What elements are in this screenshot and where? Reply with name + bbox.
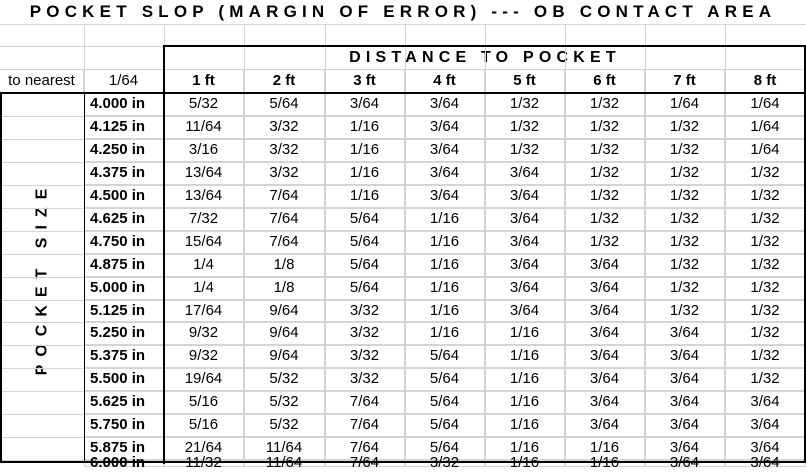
slop-value-cell: 5/16 [164,391,244,414]
distance-box-top-border [164,45,806,47]
slop-value-cell: 3/64 [565,414,645,437]
slop-value-cell: 1/32 [725,254,806,277]
slop-value-cell: 3/64 [565,254,645,277]
slop-value-cell: 1/32 [725,162,806,185]
pocket-size-cell: 4.000 in [84,93,164,116]
pocket-box-top-border [0,92,2,463]
distance-column-header: 1 ft [164,69,244,93]
slop-value-cell: 3/16 [164,139,244,162]
slop-value-cell: 3/64 [645,345,725,368]
slop-value-cell: 3/64 [485,231,565,254]
slop-value-cell: 3/64 [485,277,565,300]
slop-value-cell: 3/32 [244,139,325,162]
slop-value-cell: 1/32 [645,162,725,185]
slop-value-cell: 1/16 [325,185,405,208]
distance-column-header: 7 ft [645,69,725,93]
slop-value-cell: 3/32 [325,322,405,345]
slop-value-cell: 3/32 [325,300,405,322]
slop-value-cell: 3/32 [244,116,325,139]
slop-value-cell: 5/64 [325,277,405,300]
pocket-size-cell: 4.500 in [84,185,164,208]
slop-value-cell: 1/32 [725,277,806,300]
slop-value-cell: 5/32 [244,414,325,437]
slop-value-cell: 1/4 [164,277,244,300]
slop-value-cell: 3/64 [645,414,725,437]
slop-value-cell: 1/16 [565,437,645,460]
slop-value-cell: 7/64 [325,437,405,460]
slop-value-cell: 3/64 [405,93,485,116]
slop-value-cell: 9/64 [244,345,325,368]
slop-value-cell: 3/64 [325,93,405,116]
slop-value-cell: 1/32 [565,139,645,162]
distance-header: DISTANCE TO POCKET [349,48,621,66]
slop-value-cell: 3/32 [325,345,405,368]
slop-value-cell: 17/64 [164,300,244,322]
slop-value-cell: 3/32 [244,162,325,185]
slop-value-cell: 5/64 [405,437,485,460]
slop-value-cell: 11/64 [164,116,244,139]
slop-value-cell: 5/16 [164,414,244,437]
slop-value-cell: 1/32 [645,185,725,208]
slop-value-cell: 1/32 [565,162,645,185]
slop-value-cell: 3/64 [565,300,645,322]
distance-box-left-border [163,45,165,464]
slop-value-cell: 1/32 [645,231,725,254]
distance-column-header: 5 ft [485,69,565,93]
distance-column-header: 3 ft [325,69,405,93]
slop-value-cell: 1/32 [565,93,645,116]
slop-value-cell: 1/64 [645,93,725,116]
slop-value-cell: 3/64 [725,414,806,437]
slop-value-cell: 1/32 [645,139,725,162]
pocket-size-cell: 4.875 in [84,254,164,277]
slop-value-cell: 9/64 [244,322,325,345]
slop-value-cell: 5/32 [164,93,244,116]
distance-column-header: 6 ft [565,69,645,93]
slop-value-cell: 1/16 [405,277,485,300]
slop-value-cell: 1/16 [485,368,565,391]
pocket-size-label-text: POCKET SIZE [33,180,50,376]
pocket-size-cell: 5.625 in [84,391,164,414]
slop-value-cell: 13/64 [164,162,244,185]
slop-value-cell: 7/64 [325,414,405,437]
pocket-size-label [0,93,84,463]
slop-value-cell: 3/64 [565,322,645,345]
slop-value-cell: 3/64 [725,437,806,460]
rounding-value: 1/64 [84,69,164,93]
pocket-box-bottom-border [0,461,806,463]
slop-value-cell: 1/32 [565,231,645,254]
slop-value-cell: 1/16 [485,437,565,460]
pocket-size-cell: 4.750 in [84,231,164,254]
distance-column-header: 4 ft [405,69,485,93]
pocket-size-cell: 5.500 in [84,368,164,391]
row-gridline [0,24,806,25]
slop-value-cell: 1/32 [485,93,565,116]
sheet-title: POCKET SLOP (MARGIN OF ERROR) --- OB CONTACT AREA [29,2,777,21]
slop-value-cell: 3/64 [565,368,645,391]
slop-value-cell: 1/16 [325,139,405,162]
slop-value-cell: 3/64 [645,391,725,414]
slop-value-cell: 1/32 [485,139,565,162]
pocket-size-cell: 5.750 in [84,414,164,437]
pocket-size-cell: 5.125 in [84,300,164,322]
slop-value-cell: 1/16 [485,322,565,345]
header-bottom-border [0,92,806,94]
slop-value-cell: 3/64 [565,345,645,368]
slop-value-cell: 1/32 [645,208,725,231]
slop-value-cell: 19/64 [164,368,244,391]
slop-value-cell: 1/16 [485,391,565,414]
slop-value-cell: 1/32 [645,277,725,300]
pocket-size-cell: 4.625 in [84,208,164,231]
slop-value-cell: 3/64 [405,162,485,185]
slop-value-cell: 1/32 [565,185,645,208]
slop-value-cell: 5/32 [244,391,325,414]
slop-value-cell: 13/64 [164,185,244,208]
slop-value-cell: 1/16 [405,300,485,322]
slop-value-cell: 1/32 [725,208,806,231]
pocket-size-cell: 4.250 in [84,139,164,162]
slop-value-cell: 5/64 [244,93,325,116]
slop-value-cell: 1/16 [485,414,565,437]
slop-value-cell: 1/8 [244,254,325,277]
pocket-size-cell: 5.000 in [84,277,164,300]
slop-value-cell: 3/32 [325,368,405,391]
slop-value-cell: 1/32 [645,300,725,322]
slop-value-cell: 1/16 [485,345,565,368]
slop-value-cell: 3/64 [485,162,565,185]
slop-value-cell: 7/32 [164,208,244,231]
slop-value-cell: 3/64 [485,185,565,208]
slop-value-cell: 3/64 [565,391,645,414]
slop-value-cell: 1/32 [485,116,565,139]
pocket-size-cell: 4.375 in [84,162,164,185]
slop-value-cell: 1/4 [164,254,244,277]
slop-value-cell: 7/64 [244,231,325,254]
slop-value-cell: 1/32 [565,116,645,139]
slop-value-cell: 21/64 [164,437,244,460]
slop-value-cell: 1/32 [725,185,806,208]
slop-value-cell: 5/64 [405,345,485,368]
slop-value-cell: 1/32 [725,345,806,368]
distance-column-header: 8 ft [725,69,806,93]
rounding-label: to nearest [0,69,84,93]
slop-value-cell: 1/64 [725,116,806,139]
slop-value-cell: 5/64 [325,208,405,231]
slop-value-cell: 1/8 [244,277,325,300]
slop-value-cell: 3/64 [565,277,645,300]
slop-value-cell: 5/64 [325,231,405,254]
slop-value-cell: 7/64 [244,185,325,208]
pocket-size-cell: 5.250 in [84,322,164,345]
slop-value-cell: 1/32 [725,231,806,254]
slop-value-cell: 3/64 [485,208,565,231]
slop-value-cell: 3/64 [485,254,565,277]
slop-value-cell: 1/32 [645,116,725,139]
slop-value-cell: 9/32 [164,322,244,345]
slop-value-cell: 9/32 [164,345,244,368]
slop-value-cell: 15/64 [164,231,244,254]
slop-value-cell: 3/64 [405,185,485,208]
slop-value-cell: 5/64 [325,254,405,277]
slop-value-cell: 1/32 [565,208,645,231]
slop-value-cell: 1/32 [645,254,725,277]
slop-value-cell: 3/64 [725,391,806,414]
slop-value-cell: 1/64 [725,93,806,116]
size-column-right-border [84,92,85,462]
slop-value-cell: 3/64 [405,116,485,139]
pocket-size-cell: 5.375 in [84,345,164,368]
slop-value-cell: 1/16 [405,208,485,231]
slop-value-cell: 1/16 [325,162,405,185]
slop-value-cell: 1/64 [725,139,806,162]
slop-value-cell: 3/64 [645,368,725,391]
slop-value-cell: 1/32 [725,322,806,345]
slop-value-cell: 1/16 [405,231,485,254]
pocket-size-cell: 4.125 in [84,116,164,139]
slop-value-cell: 7/64 [244,208,325,231]
slop-value-cell: 5/64 [405,414,485,437]
slop-value-cell: 1/16 [405,322,485,345]
slop-value-cell: 3/64 [405,139,485,162]
distance-column-header: 2 ft [244,69,325,93]
slop-value-cell: 3/64 [485,300,565,322]
slop-value-cell: 5/32 [244,368,325,391]
slop-value-cell: 1/32 [725,300,806,322]
slop-value-cell: 1/16 [325,116,405,139]
slop-value-cell: 9/64 [244,300,325,322]
slop-value-cell: 1/32 [725,368,806,391]
pocket-size-cell: 5.875 in [84,437,164,460]
slop-value-cell: 7/64 [325,391,405,414]
slop-value-cell: 3/64 [645,322,725,345]
slop-value-cell: 5/64 [405,368,485,391]
slop-value-cell: 1/16 [405,254,485,277]
slop-value-cell: 5/64 [405,391,485,414]
slop-value-cell: 11/64 [244,437,325,460]
slop-value-cell: 3/64 [645,437,725,460]
